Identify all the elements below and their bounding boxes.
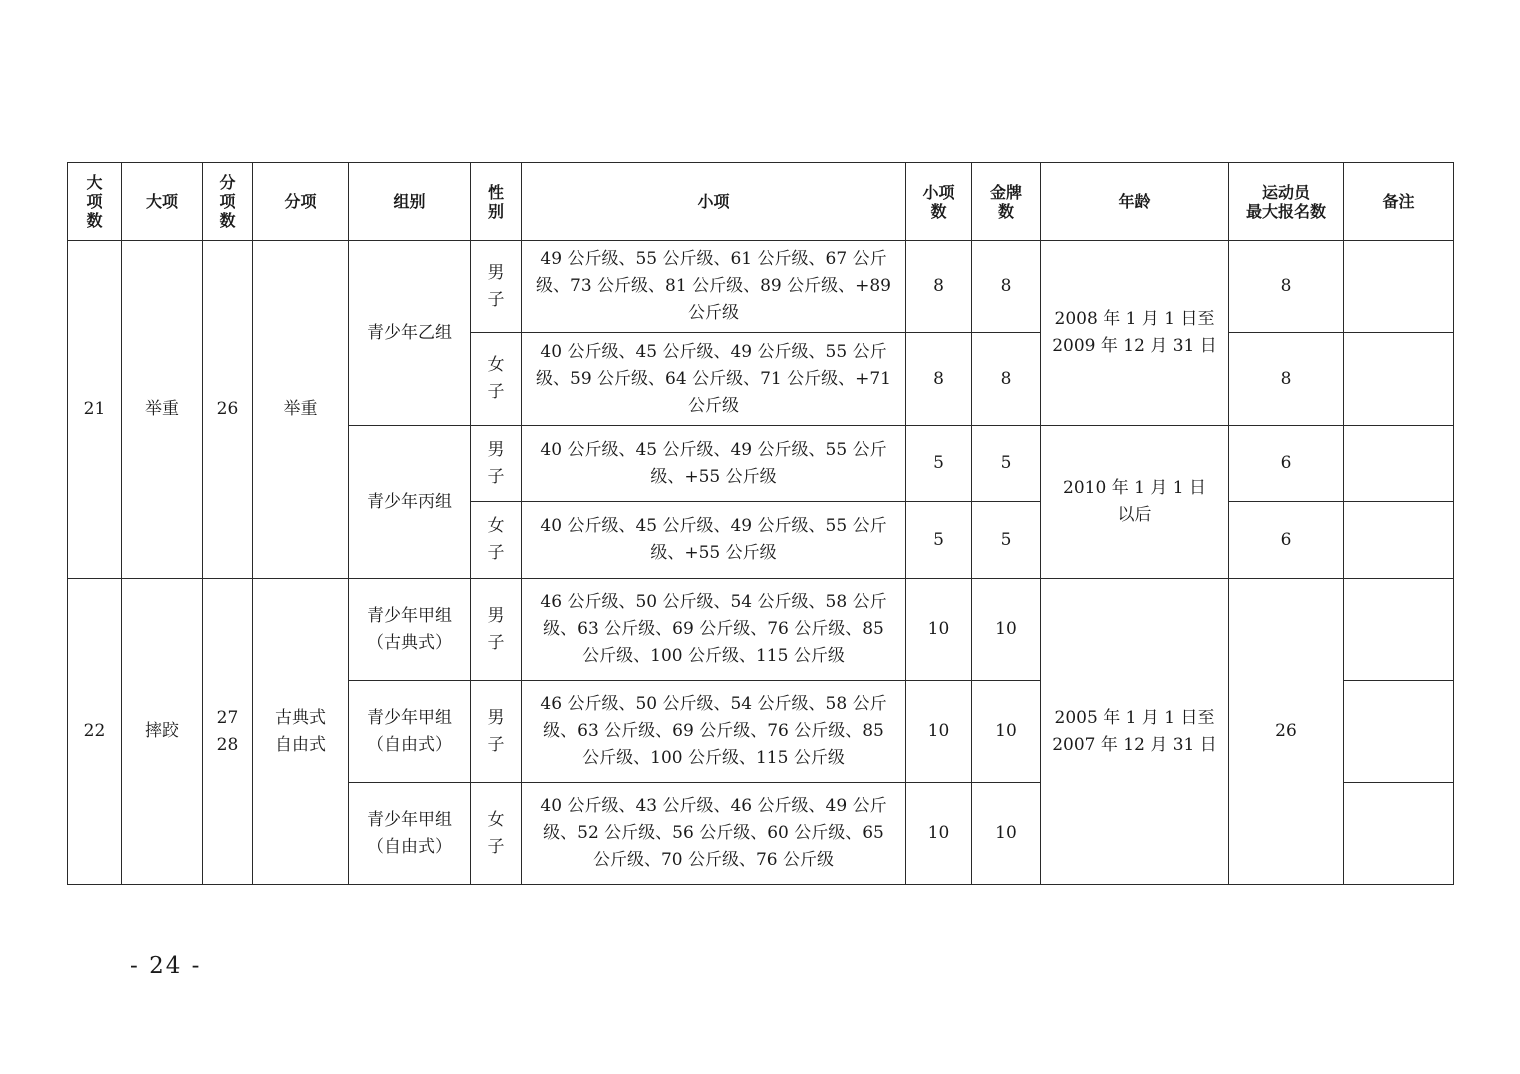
- num-events-cell: 5: [906, 426, 972, 502]
- page-number: - 24 -: [130, 953, 202, 979]
- group-cell: 青少年甲组 （自由式）: [349, 681, 471, 783]
- max-entries-cell: 6: [1229, 426, 1344, 502]
- events-cell: 49 公斤级、55 公斤级、61 公斤级、67 公斤级、73 公斤级、81 公斤级、89 公斤级、+89 公斤级: [522, 241, 906, 333]
- num-events-cell: 8: [906, 241, 972, 333]
- wrestling-num-major: 22: [68, 579, 122, 885]
- medals-cell: 10: [972, 579, 1041, 681]
- weightlifting-major: 举重: [122, 241, 203, 579]
- wrestling-sub: 古典式 自由式: [253, 579, 349, 885]
- notes-cell: [1344, 241, 1454, 333]
- header-max-entries: 运动员 最大报名数: [1229, 163, 1344, 241]
- events-cell: 40 公斤级、45 公斤级、49 公斤级、55 公斤级、+55 公斤级: [522, 426, 906, 502]
- max-entries-cell: 6: [1229, 502, 1344, 579]
- weightlifting-age-b: 2008 年 1 月 1 日至 2009 年 12 月 31 日: [1041, 241, 1229, 426]
- header-age: 年龄: [1041, 163, 1229, 241]
- header-num-sub: 分 项 数: [203, 163, 253, 241]
- num-events-cell: 8: [906, 333, 972, 426]
- header-gender: 性 别: [471, 163, 522, 241]
- notes-cell: [1344, 681, 1454, 783]
- weightlifting-num-sub: 26: [203, 241, 253, 579]
- wrestling-max-entries: 26: [1229, 579, 1344, 885]
- num-events-cell: 10: [906, 783, 972, 885]
- weightlifting-sub: 举重: [253, 241, 349, 579]
- num-events-cell: 5: [906, 502, 972, 579]
- gender-cell: 男 子: [471, 426, 522, 502]
- events-cell: 46 公斤级、50 公斤级、54 公斤级、58 公斤级、63 公斤级、69 公斤级、76 公斤级、85 公斤级、100 公斤级、115 公斤级: [522, 681, 906, 783]
- wrestling-age: 2005 年 1 月 1 日至 2007 年 12 月 31 日: [1041, 579, 1229, 885]
- notes-cell: [1344, 783, 1454, 885]
- events-cell: 46 公斤级、50 公斤级、54 公斤级、58 公斤级、63 公斤级、69 公斤级、76 公斤级、85 公斤级、100 公斤级、115 公斤级: [522, 579, 906, 681]
- table-row: [68, 241, 1454, 333]
- gender-cell: 男 子: [471, 681, 522, 783]
- medals-cell: 8: [972, 241, 1041, 333]
- header-group: 组别: [349, 163, 471, 241]
- weightlifting-num-major: 21: [68, 241, 122, 579]
- header-medals: 金牌 数: [972, 163, 1041, 241]
- medals-cell: 10: [972, 681, 1041, 783]
- gender-cell: 女 子: [471, 502, 522, 579]
- notes-cell: [1344, 579, 1454, 681]
- group-cell: 青少年甲组 （自由式）: [349, 783, 471, 885]
- wrestling-num-sub: 27 28: [203, 579, 253, 885]
- notes-cell: [1344, 426, 1454, 502]
- medals-cell: 5: [972, 502, 1041, 579]
- medals-cell: 5: [972, 426, 1041, 502]
- medals-cell: 10: [972, 783, 1041, 885]
- gender-cell: 男 子: [471, 579, 522, 681]
- header-events: 小项: [522, 163, 906, 241]
- num-events-cell: 10: [906, 681, 972, 783]
- header-notes: 备注: [1344, 163, 1454, 241]
- header-major: 大项: [122, 163, 203, 241]
- medals-cell: 8: [972, 333, 1041, 426]
- events-cell: 40 公斤级、45 公斤级、49 公斤级、55 公斤级、59 公斤级、64 公斤级、71 公斤级、+71 公斤级: [522, 333, 906, 426]
- gender-cell: 女 子: [471, 783, 522, 885]
- notes-cell: [1344, 502, 1454, 579]
- event-schedule-table: [67, 162, 1454, 885]
- header-sub: 分项: [253, 163, 349, 241]
- num-events-cell: 10: [906, 579, 972, 681]
- max-entries-cell: 8: [1229, 333, 1344, 426]
- header-num-major: 大 项 数: [68, 163, 122, 241]
- weightlifting-age-c: 2010 年 1 月 1 日 以后: [1041, 426, 1229, 579]
- events-cell: 40 公斤级、45 公斤级、49 公斤级、55 公斤级、+55 公斤级: [522, 502, 906, 579]
- weightlifting-group-c: 青少年丙组: [349, 426, 471, 579]
- weightlifting-group-b: 青少年乙组: [349, 241, 471, 426]
- max-entries-cell: 8: [1229, 241, 1344, 333]
- group-cell: 青少年甲组 （古典式）: [349, 579, 471, 681]
- header-row: [68, 163, 1454, 241]
- events-cell: 40 公斤级、43 公斤级、46 公斤级、49 公斤级、52 公斤级、56 公斤级、60 公斤级、65 公斤级、70 公斤级、76 公斤级: [522, 783, 906, 885]
- table-row: [68, 579, 1454, 681]
- gender-cell: 女 子: [471, 333, 522, 426]
- gender-cell: 男 子: [471, 241, 522, 333]
- notes-cell: [1344, 333, 1454, 426]
- wrestling-major: 摔跤: [122, 579, 203, 885]
- header-num-events: 小项 数: [906, 163, 972, 241]
